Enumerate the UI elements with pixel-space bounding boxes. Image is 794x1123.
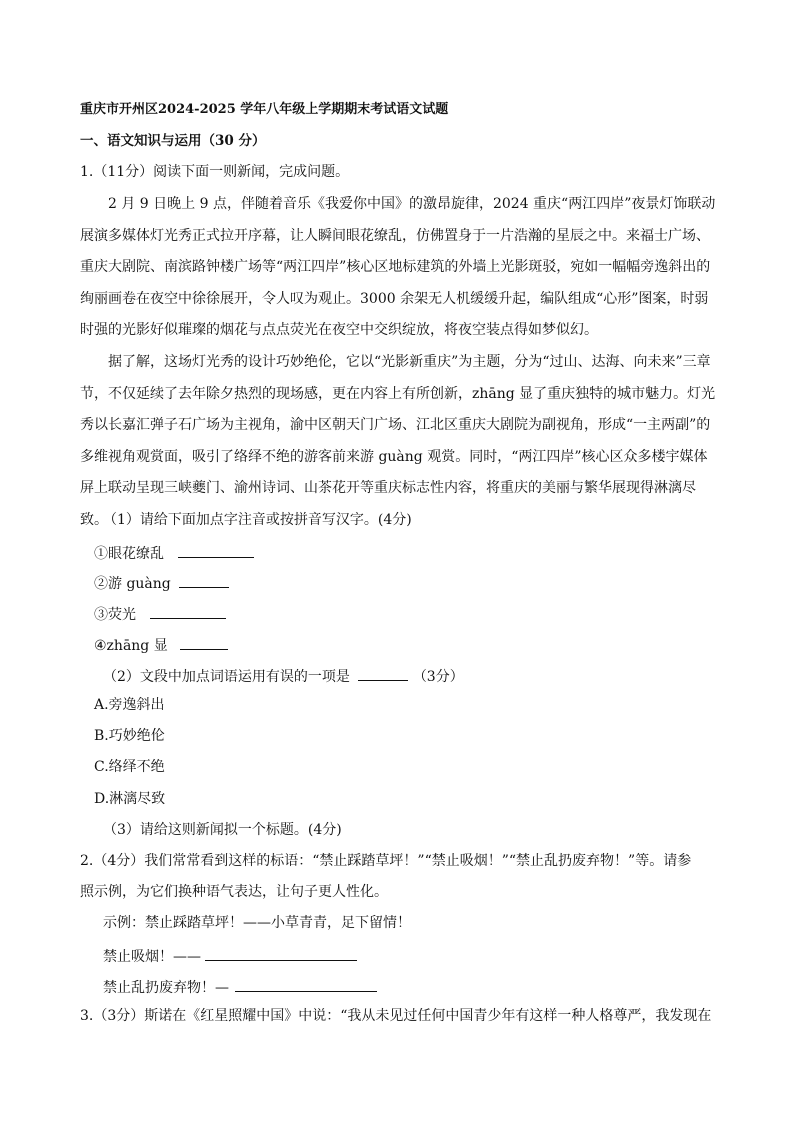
question-3-line-1: 3.（3分）斯诺在《红星照耀中国》中说：“我从未见过任何中国青少年有这样一种人格尊严，我发现在 [80,1008,712,1024]
question-2-item-1 [103,944,357,967]
sub-question-2 [103,664,464,687]
answer-blank[interactable] [205,944,357,961]
sub-question-1: （1）请给下面加点字注音或按拼音写汉字。(4分) [103,512,412,528]
sub-question-3: （3）请给这则新闻拟一个标题。(4分) [103,822,342,838]
question-1-heading: 1.（11分）阅读下面一则新闻，完成问题。 [80,164,350,180]
sub-question-2-text: （2）文段中加点词语运用有误的一项是 [103,669,350,685]
option-d: D.淋漓尽致 [94,791,166,807]
answer-item-label: ②游 guàng [94,576,171,592]
option-a: A.旁逸斜出 [94,697,165,713]
question-2-line-2: 照示例，为它们换种语气表达，让句子更人性化。 [80,884,388,900]
answer-item-1 [94,541,254,564]
answer-blank[interactable] [150,602,226,619]
option-b: B.巧妙绝伦 [94,728,165,744]
answer-item-label: ①眼花缭乱 [94,546,164,562]
answer-item-2 [94,571,229,594]
option-c: C.络绎不绝 [94,759,165,775]
answer-blank[interactable] [358,664,408,681]
answer-item-label: ④zhāng 显 [94,638,168,654]
news-paragraph-2: 据了解，这场灯光秀的设计巧妙绝伦，它以“光影新重庆”为主题，分为“过山、达海、向未来”三章节，不仅延续了去年除夕热烈的现场感，更在内容上有所创新，zhāng 显了重庆独特的城市魅力。灯光秀以长嘉汇弹子石广场为主视角，渝中区朝天门广场、江北区重庆大剧院为副视角，形成“一主两副”的多维视角观赏面，吸引了络绎不绝的游客前来游 guàng 观赏。同时，“两江四岸”核心区众多楼宇媒体屏上联动呈现三峡夔门、渝州诗词、山茶花开等重庆标志性内容，将重庆的美丽与繁华展现得淋漓尽致。 [80,354,716,528]
answer-blank[interactable] [235,975,377,992]
exam-title: 重庆市开州区2024-2025 学年八年级上学期期末考试语文试题 [80,102,449,117]
sub-question-2-score: （3分） [412,669,464,685]
answer-blank[interactable] [180,633,228,650]
answer-item-3 [94,602,226,625]
question-2-item-1-label: 禁止吸烟！—— [103,949,201,965]
answer-blank[interactable] [178,541,254,558]
news-paragraph-1: 2 月 9 日晚上 9 点，伴随着音乐《我爱你中国》的激昂旋律，2024 重庆“两江四岸”夜景灯饰联动展演多媒体灯光秀正式拉开序幕，让人瞬间眼花缭乱，仿佛置身于一片浩瀚的星辰之中。来福士广场、重庆大剧院、南滨路钟楼广场等“两江四岸”核心区地标建筑的外墙上光影斑驳，宛如一幅幅旁逸斜出的绚丽画卷在夜空中徐徐展开，令人叹为观止。3000 余架无人机缓缓升起，编队组成“心形”图案，时弱时强的光影好似璀璨的烟花与点点荧光在夜空中交织绽放，将夜空装点得如梦似幻。 [80,196,716,339]
question-2-item-2-label: 禁止乱扔废弃物！— [103,980,229,996]
answer-item-4 [94,633,228,656]
question-2-item-2 [103,975,377,998]
answer-item-label: ③荧光 [94,607,136,623]
section-heading: 一、语文知识与运用（30 分） [80,133,266,149]
question-2-line-1: 2.（4分）我们常常看到这样的标语：“禁止踩踏草坪！”“禁止吸烟！”“禁止乱扔废弃物！”等。请参 [80,853,692,869]
answer-blank[interactable] [179,571,229,588]
question-2-example: 示例：禁止踩踏草坪！——小草青青，足下留情！ [103,915,411,931]
